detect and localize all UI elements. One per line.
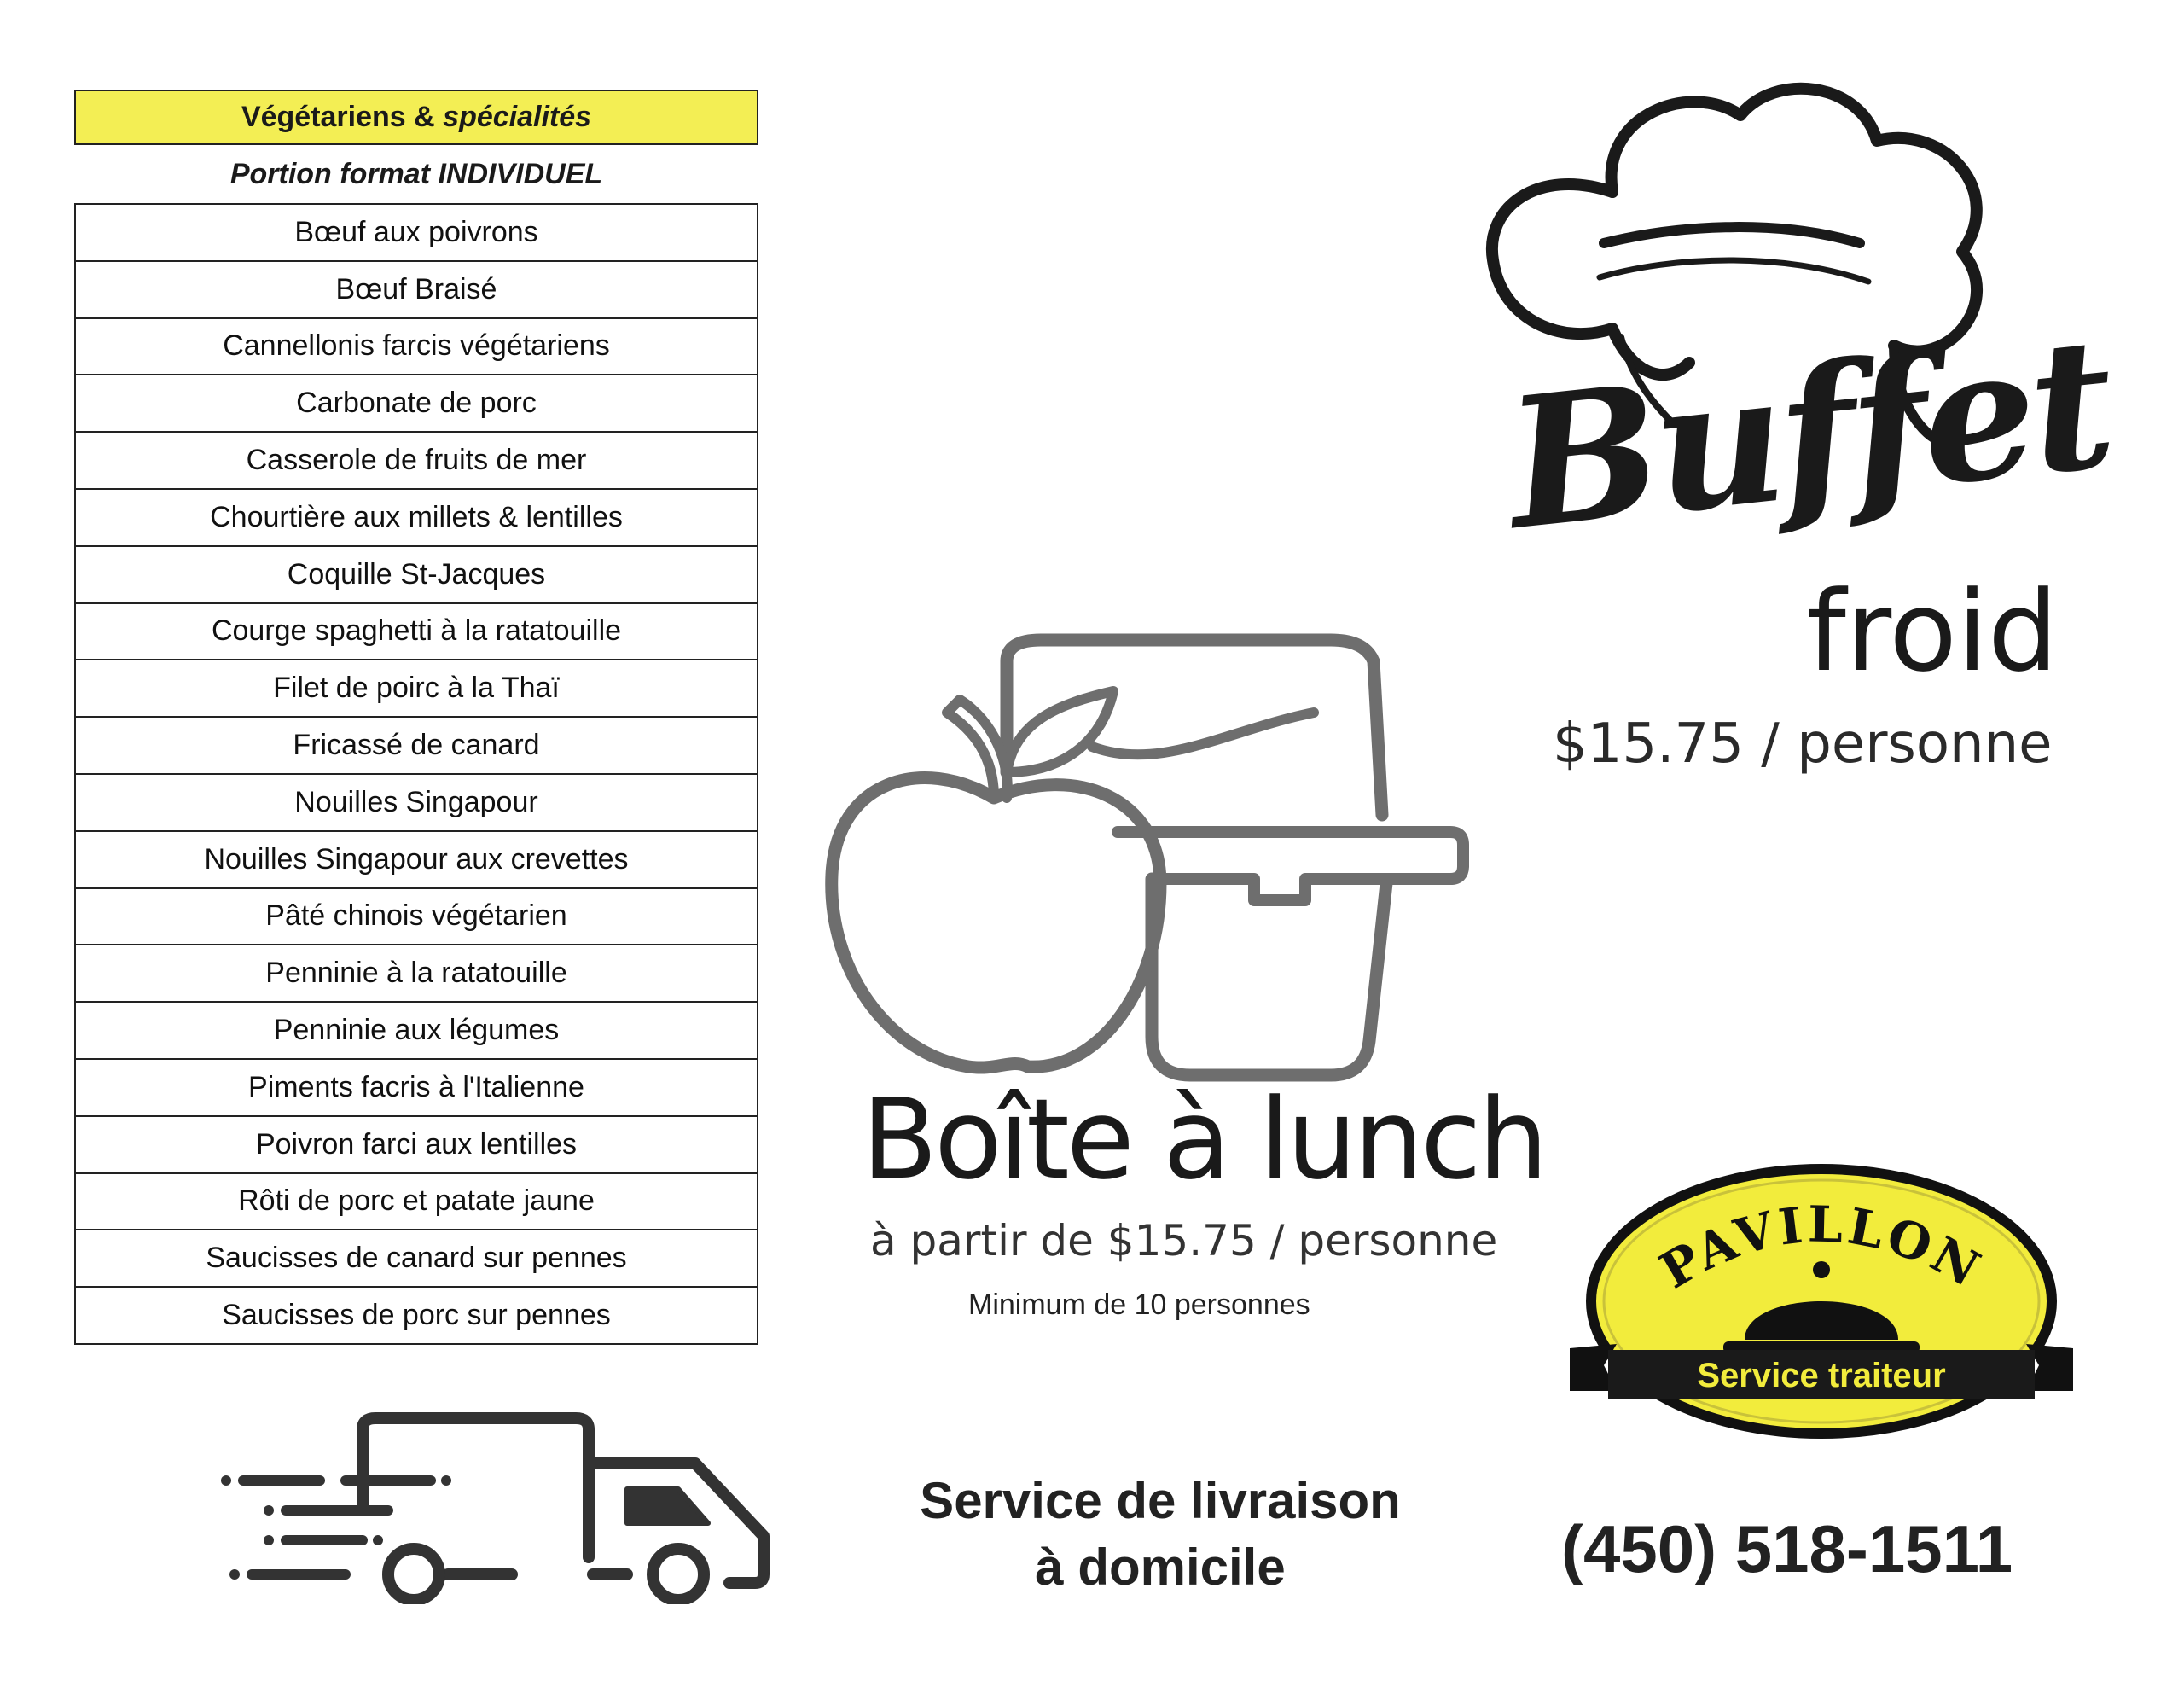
menu-header-plain: Végétariens & bbox=[241, 101, 435, 133]
phone-number: (450) 518-1511 bbox=[1561, 1511, 2013, 1586]
menu-item: Saucisses de porc sur pennes bbox=[76, 1288, 757, 1345]
menu-item: Coquille St-Jacques bbox=[76, 547, 757, 604]
delivery-truck-icon bbox=[218, 1408, 781, 1604]
delivery-line2: à domicile bbox=[1035, 1539, 1286, 1596]
menu-item: Nouilles Singapour bbox=[76, 775, 757, 832]
menu-item: Piments facris à l'Italienne bbox=[76, 1060, 757, 1117]
menu-item: Fricassé de canard bbox=[76, 718, 757, 775]
menu-item: Poivron farci aux lentilles bbox=[76, 1117, 757, 1174]
menu-item: Penninie aux légumes bbox=[76, 1003, 757, 1060]
menu-item: Bœuf Braisé bbox=[76, 262, 757, 319]
lunch-minimum: Minimum de 10 personnes bbox=[968, 1289, 1310, 1321]
menu-item: Penninie à la ratatouille bbox=[76, 945, 757, 1003]
delivery-line1: Service de livraison bbox=[920, 1472, 1401, 1529]
menu-item: Cannellonis farcis végétariens bbox=[76, 319, 757, 376]
menu-header-italic: spécialités bbox=[443, 101, 592, 133]
menu-header bbox=[74, 90, 758, 145]
menu-item: Saucisses de canard sur pennes bbox=[76, 1230, 757, 1288]
delivery-text bbox=[853, 1468, 1467, 1601]
menu-item: Pâté chinois végétarien bbox=[76, 889, 757, 946]
menu-item: Chourtière aux millets & lentilles bbox=[76, 490, 757, 547]
menu-item: Nouilles Singapour aux crevettes bbox=[76, 832, 757, 889]
menu-list bbox=[74, 203, 758, 1345]
menu-item: Rôti de porc et patate jaune bbox=[76, 1174, 757, 1231]
menu-item: Carbonate de porc bbox=[76, 375, 757, 433]
logo-name: PAVILLON bbox=[1650, 1195, 1993, 1300]
menu-subheader: Portion format INDIVIDUEL bbox=[229, 157, 603, 190]
pavillon-logo bbox=[1565, 1161, 2077, 1451]
menu-item: Casserole de fruits de mer bbox=[76, 433, 757, 490]
buffet-price: $15.75 / personne bbox=[1553, 713, 2053, 776]
lunchbox-icon bbox=[819, 627, 1476, 1105]
menu-item: Courge spaghetti à la ratatouille bbox=[76, 604, 757, 661]
lunch-title: Boîte à lunch bbox=[862, 1074, 1545, 1204]
buffet-title: Buffet bbox=[1498, 297, 2119, 570]
menu-item: Bœuf aux poivrons bbox=[76, 205, 757, 262]
menu-item: Filet de poirc à la Thaï bbox=[76, 660, 757, 718]
buffet-subtitle: froid bbox=[1807, 567, 2059, 696]
lunch-price: à partir de $15.75 / personne bbox=[870, 1216, 1498, 1265]
menu-table bbox=[74, 90, 758, 1345]
logo-tagline: Service traiteur bbox=[1697, 1357, 1946, 1394]
